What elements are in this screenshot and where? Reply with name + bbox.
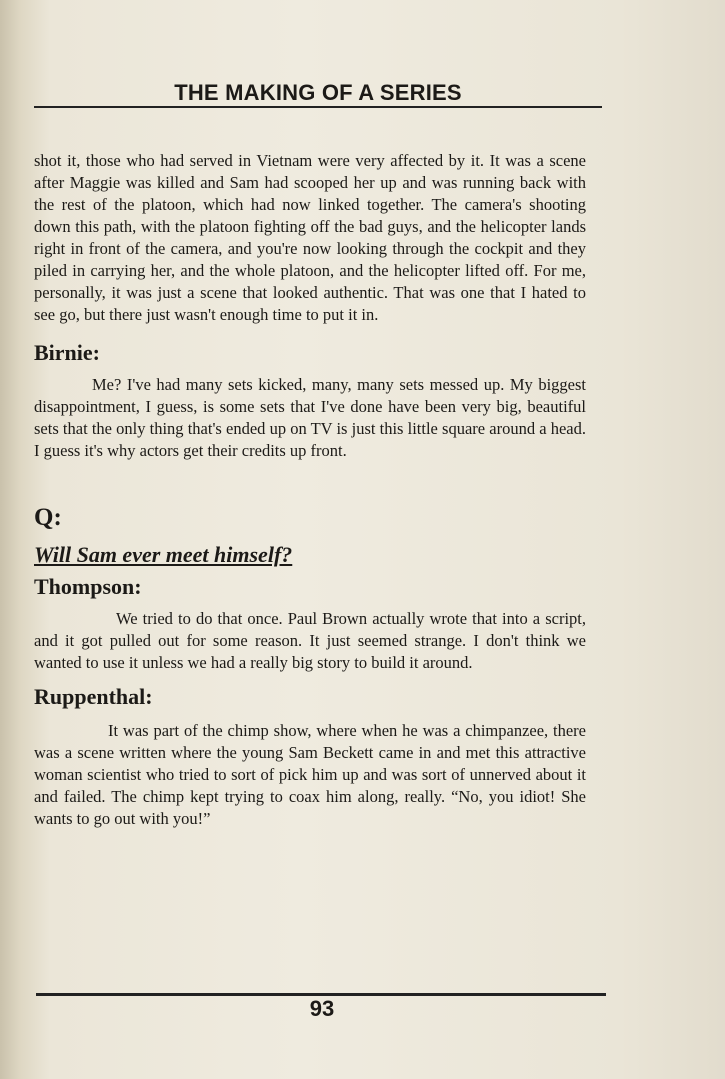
speaker-thompson: Thompson: [34,574,142,599]
page-content [34,150,586,830]
page-number: 93 [309,996,335,1021]
speaker-birnie: Birnie: [34,340,100,365]
running-head-title: THE MAKING OF A SERIES [174,80,462,105]
question-text: Will Sam ever meet himself? [34,542,293,567]
ruppenthal-answer: It was part of the chimp show, where when he was a chimpanzee, there was a scene written where the young Sam Beckett came in and met this attractive woman scientist who tried to sort of pick him up and was sort of unnerved about it and failed. The chimp kept trying to coax him along, really. “No, you idiot! She wants to go out with you!” [34,721,586,828]
thompson-answer: We tried to do that once. Paul Brown actually wrote that into a script, and it got pulled out for some reason. It just seemed strange. I don't think we wanted to use it unless we had a really big story to build it around. [34,609,586,672]
speaker-ruppenthal: Ruppenthal: [34,684,153,709]
running-head [34,80,602,108]
opening-paragraph: shot it, those who had served in Vietnam were very affected by it. It was a scene after Maggie was killed and Sam had scooped her up and was running back with the rest of the platoon, which had now linked together. The camera's shooting down this path, with the platoon fighting off the bad guys, and the helicopter lands right in front of the camera, and you're now looking through the cockpit and they piled in carrying her, and the whole platoon, and the helicopter lifted off. For me, personally, it was just a scene that looked authentic. That was one that I hated to see go, but there just wasn't enough time to put it in. [34,151,586,324]
question-label: Q: [34,504,62,531]
birnie-answer: Me? I've had many sets kicked, many, many sets messed up. My biggest disappointment, I guess, is some sets that I've done have been very big, beautiful sets that the only thing that's ended up on TV is just this little square around a head. I guess it's why actors get their credits up front. [34,375,586,460]
